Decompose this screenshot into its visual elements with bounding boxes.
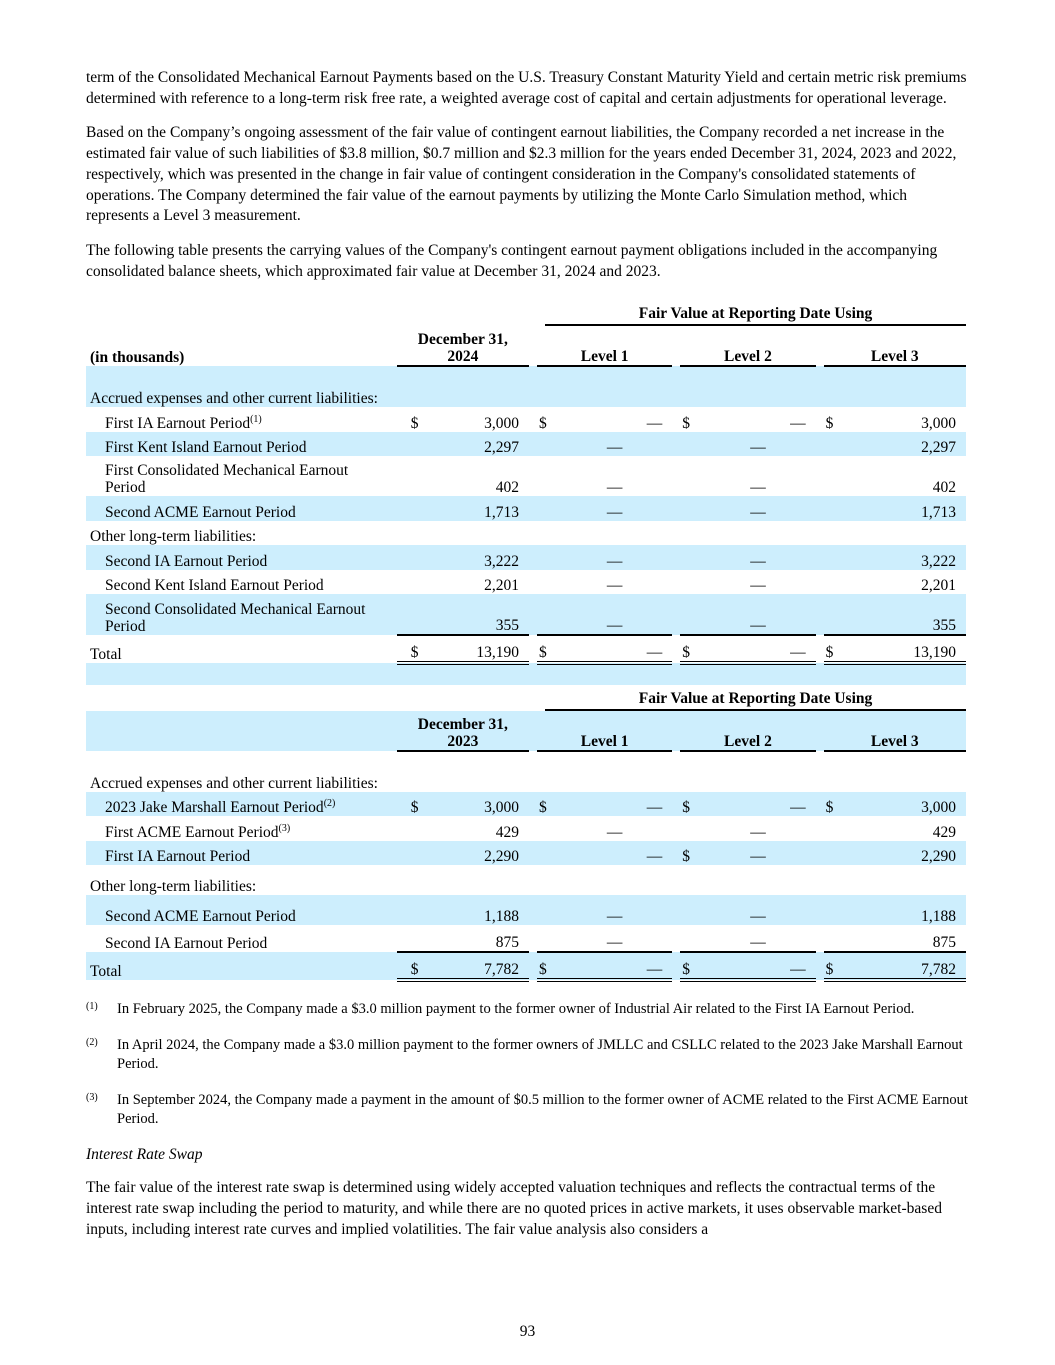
section-current-liabilities-2023: Accrued expenses and other current liabilities: (90, 774, 378, 792)
table-row: Second ACME Earnout Period 1,188 — — 1,188 (86, 895, 966, 925)
table-row: Second Consolidated Mechanical Earnout Period 355 — — 355 (86, 594, 966, 635)
table-row: Second IA Earnout Period 3,222 — — 3,222 (86, 545, 966, 570)
table-row: First IA Earnout Period 2,290 — $ — 2,290 (86, 841, 966, 866)
table-row: First ACME Earnout Period$^{(3)}$ 429 — — 429 (105, 822, 956, 841)
level3-header: Level 3 (824, 326, 966, 366)
total-row-2023: Total $ 7,782 $ — $ — $ 7,782 (86, 952, 966, 980)
paragraph-fair-value-increase: Based on the Company’s ongoing assessment of the fair value of contingent earnout liabilities, the Company recorded a net increase in the estimated fair value of such liabilities of $3.8 million, $0.7 million and $2.3 million for the years ended December 31, 2024, 2023 and 2022, respectively, which was presented in the change in fair value of contingent consideration in the Company's consolidated statements of operations. The Company determined the fair value of the earnout payments by utilizing the Monte Carlo Simulation method, which represents a Level 3 measurement. (86, 124, 957, 225)
footnote-3: (3) In September 2024, the Company made a payment in the amount of $0.5 million to the former owner of ACME related to the First ACME Earnout Period. (86, 1092, 968, 1127)
table-row: Second Kent Island Earnout Period 2,201 — — 2,201 (105, 577, 956, 595)
level1-header: Level 1 (537, 326, 672, 366)
page-number: 93 (519, 1323, 536, 1340)
date-header-2023: December 31, 2023 (397, 711, 529, 751)
footnote-1: (1) In February 2025, the Company made a $3.0 million payment to the former owner of Industrial Air related to the First IA Earnout Period. (86, 1000, 915, 1017)
footnote-2: (2) In April 2024, the Company made a $3.0 million payment to the former owners of JMLLC and CSLLC related to the 2023 Jake Marshall Earnout Period. (86, 1037, 963, 1072)
footnote-ref: (3) (278, 822, 291, 834)
paragraph-interest-rate-swap: The fair value of the interest rate swap is determined using widely accepted valuation techniques and reflects the contractual terms of the interest rate swap including the period to maturity, and while there are no quoted prices in active markets, it uses observable market-based inputs, including interest rate curves and implied volatilities. The fair value analysis also considers a (86, 1179, 942, 1238)
date-header-2024: December 31, 2024 (397, 326, 529, 366)
table-row: First Consolidated Mechanical Earnout Period 402 — — 402 (105, 462, 956, 497)
total-row: Total $ 13,190 $ — $ — $ 13,190 (86, 635, 966, 663)
paragraph-table-intro: The following table presents the carrying values of the Company's contingent earnout payment obligations included in the accompanying consolidated balance sheets, which approximated fair value at December 31, 2024 and 2023. (86, 241, 938, 280)
earnout-table-2024 (86, 300, 966, 982)
paragraph-earnout-valuation: term of the Consolidated Mechanical Earnout Payments based on the U.S. Treasury Constant Maturity Yield and certain metric risk premiums determined with reference to a long-term risk free rate, a weighted average cost of capital and certain adjustments for operational leverage. (86, 69, 967, 107)
document-page (86, 68, 968, 1254)
footnote-ref: (2) (323, 798, 336, 810)
section-subheading: Interest Rate Swap (86, 1146, 203, 1164)
table-row: First IA Earnout Period$^{(1)}$ $ 3,000 $ — $ — $ 3,000 (105, 413, 956, 432)
table-row: Second ACME Earnout Period 1,713 — — 1,713 (86, 496, 966, 521)
section-long-term-liabilities-2023: Other long-term liabilities: (90, 878, 257, 896)
section-current-liabilities: Accrued expenses and other current liabilities: (90, 390, 378, 408)
level2-header: Level 2 (680, 326, 815, 366)
table-row: 2023 Jake Marshall Earnout Period$^{(2)}$ $ 3,000 $ — $ — $ 3,000 (86, 792, 966, 817)
level3-header-2023: Level 3 (824, 711, 966, 751)
table-row: Second IA Earnout Period 875 — — 875 (86, 925, 966, 952)
footnote-ref: (1) (250, 413, 262, 425)
level2-header-2023: Level 2 (680, 711, 815, 751)
group-header: Fair Value at Reporting Date Using (545, 305, 966, 326)
section-long-term-liabilities: Other long-term liabilities: (90, 528, 257, 546)
group-header-2023: Fair Value at Reporting Date Using (545, 690, 966, 711)
units-label: (in thousands) (90, 349, 185, 367)
table-row: First Kent Island Earnout Period 2,297 — — 2,297 (86, 432, 966, 457)
level1-header-2023: Level 1 (537, 711, 672, 751)
